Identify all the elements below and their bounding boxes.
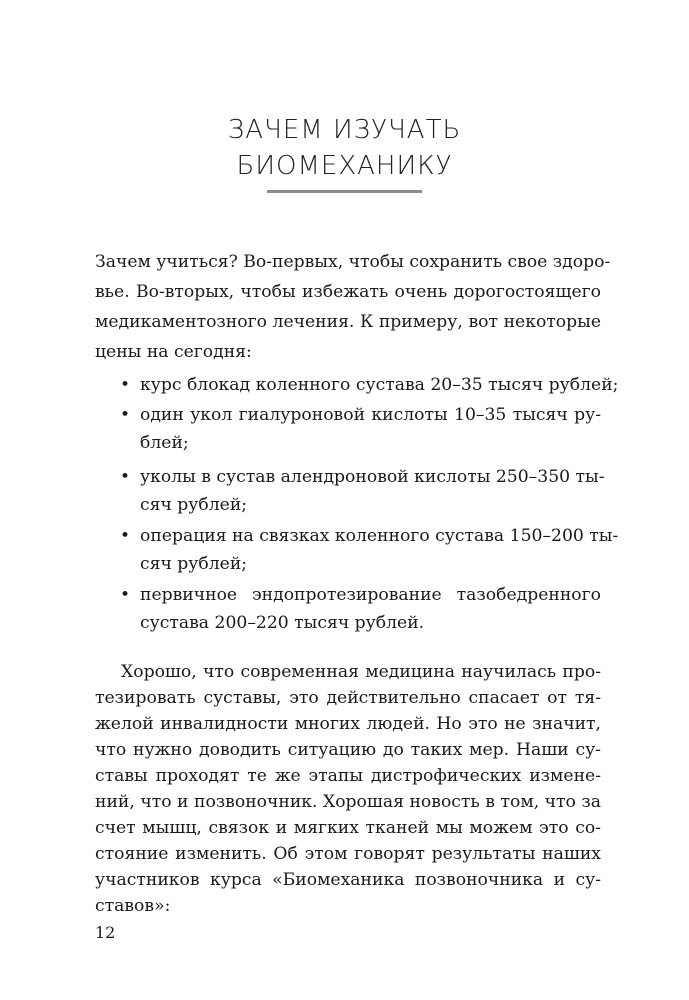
list-item-line: сяч рублей; [140,495,248,515]
title-underline [267,190,422,193]
paragraph-line: Хорошо, что современная медицина научилась про- [121,662,601,682]
list-item-line: операция на связках коленного сустава 150–200 ты- [140,526,619,546]
chapter-title-line-1: ЗАЧЕМ ИЗУЧАТЬ [227,115,462,145]
intro-line: цены на сегодня: [95,342,252,362]
bullet-icon: • [120,375,131,395]
paragraph-line: участников курса «Биомеханика позвоночника и су- [95,870,601,890]
list-item-line: курс блокад коленного сустава 20–35 тысяч рублей; [140,375,619,395]
bullet-icon: • [120,467,131,487]
paragraph-line: ставов»: [95,896,171,916]
intro-line: Зачем учиться? Во-первых, чтобы сохранить свое здоро- [95,252,611,272]
list-item-line: сустава 200–220 тысяч рублей. [140,613,425,633]
page-number: 12 [95,923,116,942]
list-item-line: первичное эндопротезирование тазобедренного [140,585,601,605]
list-item-line: блей; [140,433,189,453]
list-item-line: уколы в сустав алендроновой кислоты 250–350 ты- [140,467,605,487]
paragraph-line: желой инвалидности многих людей. Но это не значит, [95,714,601,734]
paragraph-line: счет мышц, связок и мягких тканей мы можем это со- [95,818,601,838]
paragraph-line: ставы проходят те же этапы дистрофических измене- [95,766,601,786]
intro-line: вье. Во-вторых, чтобы избежать очень дорогостоящего [95,282,601,302]
paragraph-line: что нужно доводить ситуацию до таких мер. Наши су- [95,740,601,760]
paragraph-line: тезировать суставы, это действительно спасает от тя- [95,688,601,708]
intro-line: медикаментозного лечения. К примеру, вот некоторые [95,312,601,332]
bullet-icon: • [120,585,131,605]
bullet-icon: • [120,405,131,425]
list-item-line: один укол гиалуроновой кислоты 10–35 тысяч ру- [140,405,601,425]
paragraph-line: стояние изменить. Об этом говорят результаты наших [95,844,601,864]
bullet-icon: • [120,526,131,546]
paragraph-line: ний, что и позвоночник. Хорошая новость в том, что за [95,792,601,812]
chapter-title [0,112,689,184]
list-item-line: сяч рублей; [140,554,248,574]
chapter-title-line-2: БИОМЕХАНИКУ [236,151,453,181]
